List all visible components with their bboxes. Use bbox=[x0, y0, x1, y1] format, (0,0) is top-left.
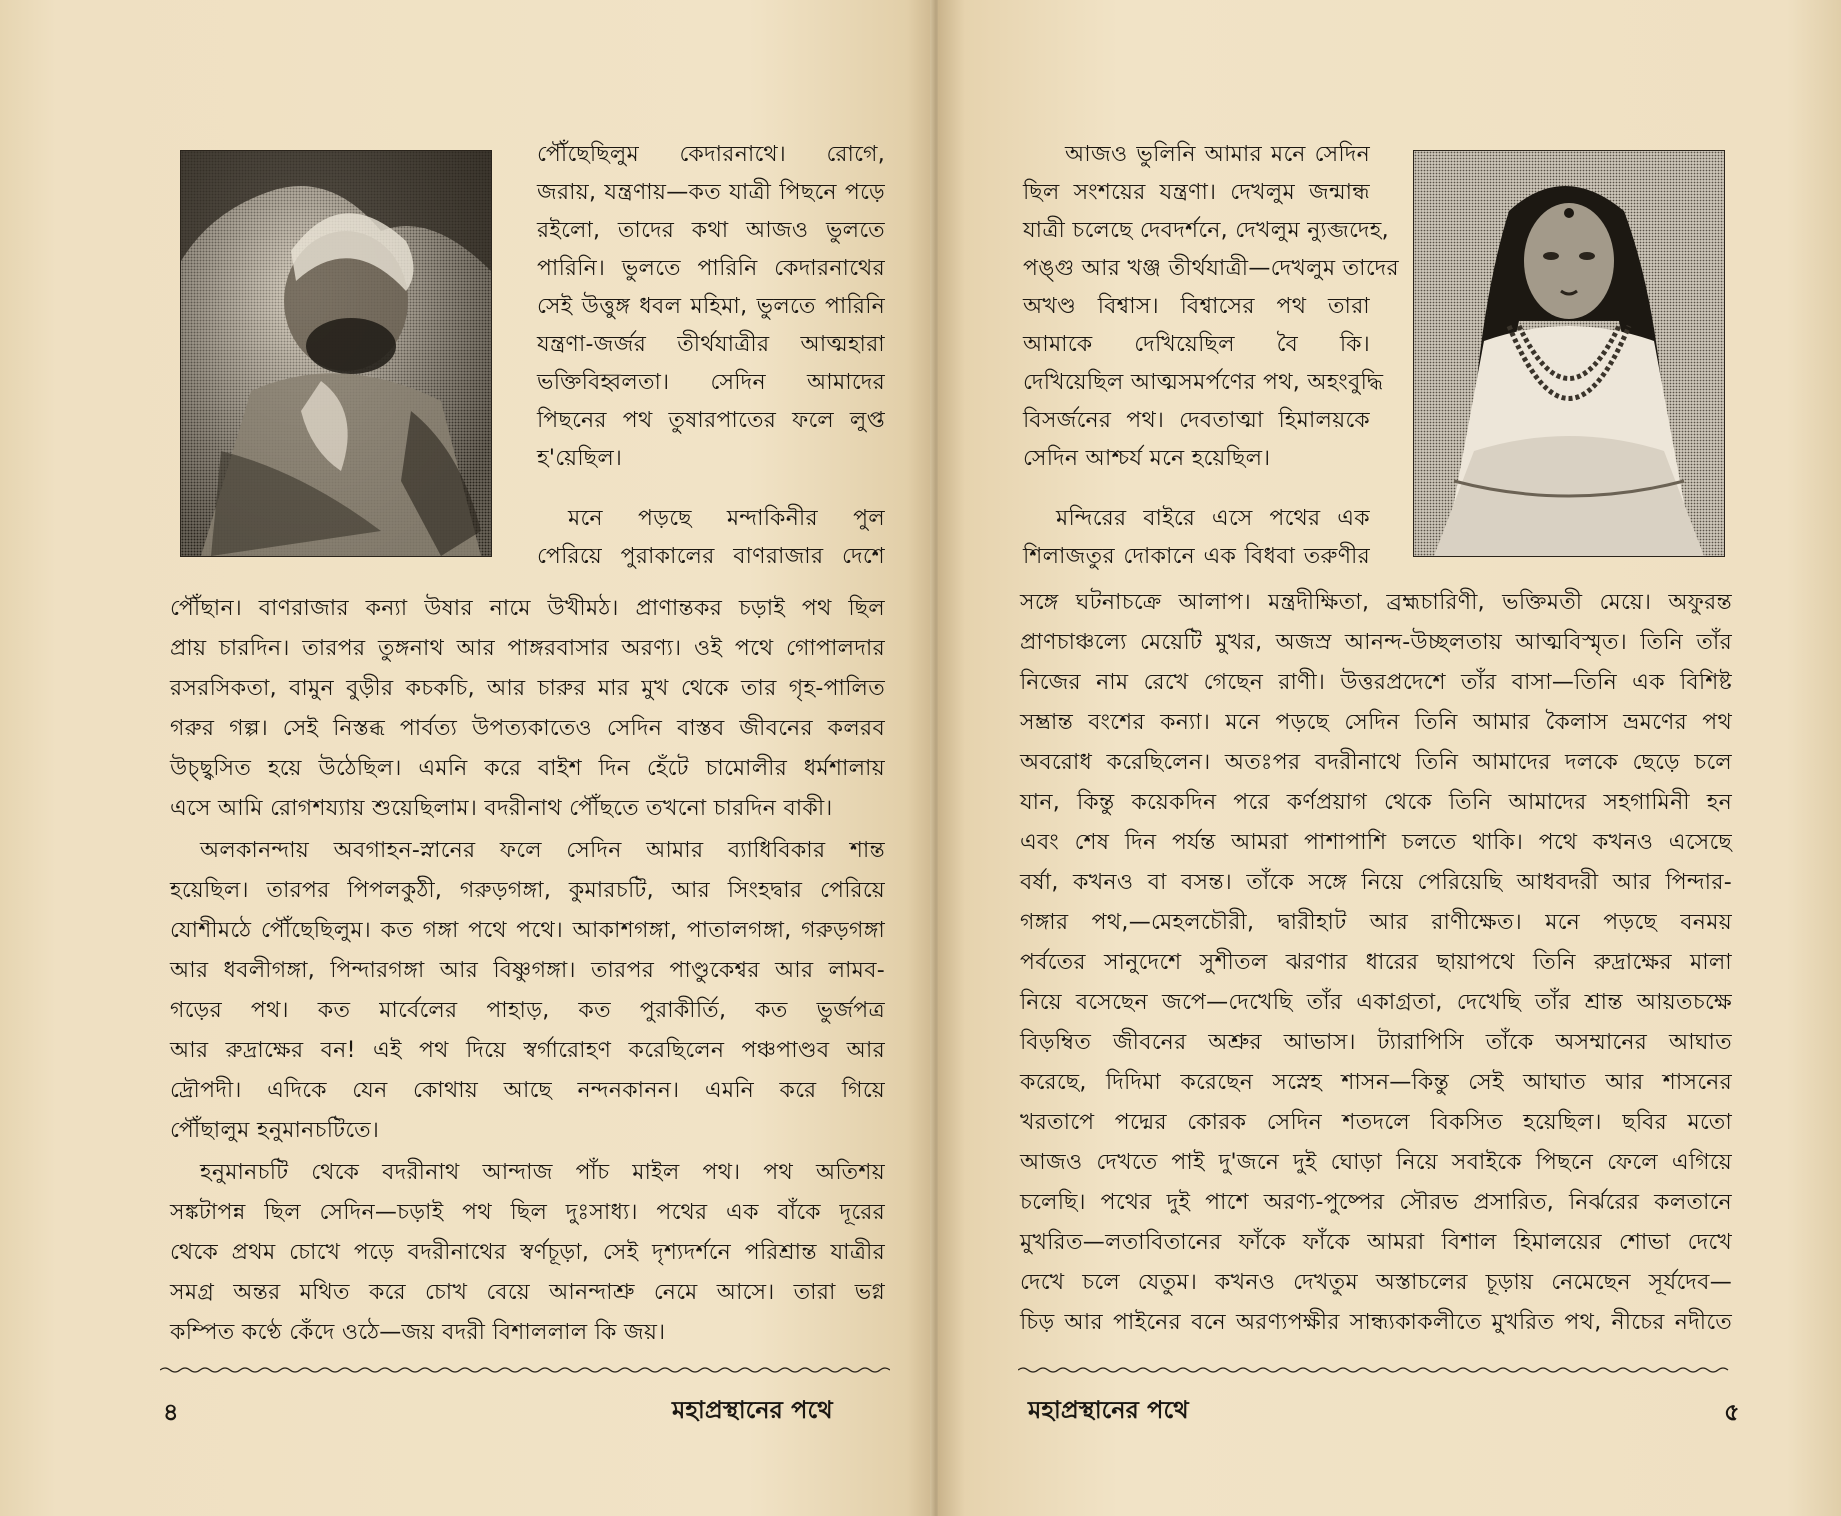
text-line: অলকানন্দায় অবগাহন-স্নানের ফলে সেদিন আমার ব্যাধিবিকার শান্ত bbox=[200, 838, 885, 863]
text-line: মুখরিত—লতাবিতানের ফাঁকে ফাঁকে আমরা বিশাল হিমালয়ের শোভা দেখে bbox=[1020, 1230, 1732, 1255]
running-footer-title: মহাপ্রস্থানের পথে bbox=[1028, 1396, 1189, 1424]
text-line: চিড় আর পাইনের বনে অরণ্যপক্ষীর সান্ধ্যকাকলীতে মুখরিত পথ, নীচের নদীতে bbox=[1020, 1310, 1732, 1335]
text-line: হয়েছিল। তারপর পিপলকুঠী, গরুড়গঙ্গা, কুমারচটি, আর সিংহদ্বার পেরিয়ে bbox=[170, 878, 885, 903]
text-line: পৌঁছান। বাণরাজার কন্যা উষার নামে উখীমঠ। প্রাণান্তকর চড়াই পথ ছিল bbox=[170, 596, 885, 621]
right-page bbox=[938, 0, 1841, 1516]
text-line: শিলাজতুর দোকানে এক বিধবা তরুণীর bbox=[1023, 544, 1370, 569]
text-line: পারিনি। ভুলতে পারিনি কেদারনাথের bbox=[537, 256, 885, 281]
text-line: সেই উত্তুঙ্গ ধবল মহিমা, ভুলতে পারিনি bbox=[537, 294, 885, 319]
running-footer-title: মহাপ্রস্থানের পথে bbox=[672, 1396, 833, 1424]
text-line: গড়ের পথ। কত মার্বেলের পাহাড়, কত পুরাকীর্তি, কত ভুর্জপত্র bbox=[170, 998, 885, 1023]
text-line: এবং শেষ দিন পর্যন্ত আমরা পাশাপাশি চলতে থাকি। পথে কখনও এসেছে bbox=[1020, 830, 1732, 855]
photo-of-young-woman-with-bead-necklaces-icon bbox=[1414, 151, 1724, 556]
text-line: প্রাণচাঞ্চল্যে মেয়েটি মুখর, অজস্র আনন্দ-উচ্ছলতায় আত্মবিস্মৃত। তিনি তাঁর bbox=[1020, 630, 1732, 655]
text-line: নিজের নাম রেখে গেছেন রাণী। উত্তরপ্রদেশে তাঁর বাসা—তিনি এক বিশিষ্ট bbox=[1020, 670, 1732, 695]
text-line: যান, কিন্তু কয়েকদিন পরে কর্ণপ্রয়াগ থেকে তিনি আমাদের সহগামিনী হন bbox=[1020, 790, 1732, 815]
text-line: সম্ভ্রান্ত বংশের কন্যা। মনে পড়ছে সেদিন তিনি আমার কৈলাস ভ্রমণের পথ bbox=[1020, 710, 1732, 735]
text-line: রসরসিকতা, বামুন বুড়ীর কচকচি, আর চারুর মার মুখ থেকে তার গৃহ-পালিত bbox=[170, 676, 885, 701]
text-line: সেদিন আশ্চর্য মনে হয়েছিল। bbox=[1023, 446, 1271, 471]
text-line: পৌঁছেছিলুম কেদারনাথে। রোগে, bbox=[537, 142, 885, 167]
text-line: পেরিয়ে পুরাকালের বাণরাজার দেশে bbox=[537, 544, 885, 569]
text-line: দেখে চলে যেতুম। কখনও দেখতুম অস্তাচলের চূড়ায় নেমেছেন সূর্যদেব— bbox=[1020, 1270, 1732, 1295]
text-line: ভক্তিবিহ্বলতা। সেদিন আমাদের bbox=[537, 370, 885, 395]
right-photo bbox=[1413, 150, 1725, 557]
page-number: ৫ bbox=[1724, 1398, 1740, 1426]
text-line: খরতাপে পদ্মের কোরক সেদিন শতদলে বিকসিত হয়েছিল। ছবির মতো bbox=[1020, 1110, 1732, 1135]
text-line: আমাকে দেখিয়েছিল বৈ কি। bbox=[1023, 332, 1370, 357]
text-line: হ'য়েছিল। bbox=[537, 446, 623, 471]
text-line: কম্পিত কণ্ঠে কেঁদে ওঠে—জয় বদরী বিশাললাল কি জয়। bbox=[170, 1320, 666, 1345]
text-line: দেখিয়েছিল আত্মসমর্পণের পথ, অহংবুদ্ধি bbox=[1023, 370, 1384, 395]
text-line: করেছে, দিদিমা করেছেন সস্নেহ শাসন—কিন্তু সেই আঘাত আর শাসনের bbox=[1020, 1070, 1732, 1095]
text-line: আর রুদ্রাক্ষের বন! এই পথ দিয়ে স্বর্গারোহণ করেছিলেন পঞ্চপাণ্ডব আর bbox=[170, 1038, 885, 1063]
text-line: এসে আমি রোগশয্যায় শুয়েছিলাম। বদরীনাথ পৌঁছতে তখনো চারদিন বাকী। bbox=[170, 796, 833, 821]
text-line: মনে পড়ছে মন্দাকিনীর পুল bbox=[568, 506, 885, 531]
text-line: অবরোধ করেছিলেন। অতঃপর বদরীনাথে তিনি আমাদের দলকে ছেড়ে চলে bbox=[1020, 750, 1732, 775]
text-line: বর্ষা, কখনও বা বসন্ত। তাঁকে সঙ্গে নিয়ে পেরিয়েছি আধবদরী আর পিন্দার- bbox=[1020, 870, 1732, 895]
text-line: সঙ্কটাপন্ন ছিল সেদিন—চড়াই পথ ছিল দুঃসাধ্য। পথের এক বাঁকে দূরের bbox=[170, 1200, 885, 1225]
page-number: ৪ bbox=[163, 1398, 179, 1426]
text-line: বিড়ম্বিত জীবনের অশ্রুর আভাস। ট্যারাপিসি তাঁকে অসম্মানের আঘাত bbox=[1020, 1030, 1732, 1055]
text-line: মন্দিরের বাইরে এসে পথের এক bbox=[1056, 506, 1370, 531]
text-line: যোশীমঠে পৌঁছেছিলুম। কত গঙ্গা পথে পথে। আকাশগঙ্গা, পাতালগঙ্গা, গরুড়গঙ্গা bbox=[170, 918, 885, 943]
text-line: হনুমানচটি থেকে বদরীনাথ আন্দাজ পাঁচ মাইল পথ। পথ অতিশয় bbox=[200, 1160, 885, 1185]
text-line: বিসর্জনের পথ। দেবতাত্মা হিমালয়কে bbox=[1023, 408, 1370, 433]
text-line: যন্ত্রণা-জর্জর তীর্থযাত্রীর আত্মহারা bbox=[537, 332, 885, 357]
text-line: সঙ্গে ঘটনাচক্রে আলাপ। মন্ত্রদীক্ষিতা, ব্রহ্মচারিণী, ভক্তিমতী মেয়ে। অফুরন্ত bbox=[1020, 590, 1732, 615]
photo-of-bearded-pilgrim-icon bbox=[181, 151, 491, 556]
text-line: পঙ্গু আর খঞ্জ তীর্থযাত্রী—দেখলুম তাদের bbox=[1023, 256, 1399, 281]
wavy-rule bbox=[160, 1366, 890, 1374]
text-line: পর্বতের সানুদেশে সুশীতল ঝরণার ধারের ছায়াপথে তিনি রুদ্রাক্ষের মালা bbox=[1020, 950, 1732, 975]
text-line: ছিল সংশয়ের যন্ত্রণা। দেখলুম জন্মান্ধ bbox=[1023, 180, 1370, 205]
text-line: গঙ্গার পথ,—মেহলচৌরী, দ্বারীহাট আর রাণীক্ষেত। মনে পড়ছে বনময় bbox=[1020, 910, 1732, 935]
text-line: জরায়, যন্ত্রণায়—কত যাত্রী পিছনে পড়ে bbox=[537, 180, 885, 205]
text-line: অখণ্ড বিশ্বাস। বিশ্বাসের পথ তারা bbox=[1023, 294, 1370, 319]
text-line: গরুর গল্প। সেই নিস্তব্ধ পার্বত্য উপত্যকাতেও সেদিন বাস্তব জীবনের কলরব bbox=[170, 716, 885, 741]
text-line: দ্রৌপদী। এদিকে যেন কোথায় আছে নন্দনকানন। এমনি করে গিয়ে bbox=[170, 1078, 885, 1103]
text-line: রইলো, তাদের কথা আজও ভুলতে bbox=[537, 218, 885, 243]
text-line: সমগ্র অন্তর মথিত করে চোখ বেয়ে আনন্দাশ্রু নেমে আসে। তারা ভগ্ন bbox=[170, 1280, 885, 1305]
text-line: প্রায় চারদিন। তারপর তুঙ্গনাথ আর পাঙ্গরবাসার অরণ্য। ওই পথে গোপালদার bbox=[170, 636, 885, 661]
text-line: পৌঁছালুম হনুমানচটিতে। bbox=[170, 1118, 380, 1143]
text-line: আজও দেখতে পাই দু'জনে দুই ঘোড়া নিয়ে সবাইকে পিছনে ফেলে এগিয়ে bbox=[1020, 1150, 1732, 1175]
text-line: আজও ভুলিনি আমার মনে সেদিন bbox=[1065, 142, 1370, 167]
text-line: যাত্রী চলেছে দেবদর্শনে, দেখলুম ন্যুব্জদেহ, bbox=[1023, 218, 1389, 243]
wavy-rule bbox=[1018, 1366, 1738, 1374]
text-line: আর ধবলীগঙ্গা, পিন্দারগঙ্গা আর বিষ্ণুগঙ্গা। তারপর পাণ্ডুকেশ্বর আর লামব- bbox=[170, 958, 885, 983]
text-line: নিয়ে বসেছেন জপে—দেখেছি তাঁর একাগ্রতা, দেখেছি তাঁর শ্রান্ত আয়তচক্ষে bbox=[1020, 990, 1732, 1015]
left-photo bbox=[180, 150, 492, 557]
text-line: থেকে প্রথম চোখে পড়ে বদরীনাথের স্বর্ণচূড়া, সেই দৃশ্যদর্শনে পরিশ্রান্ত যাত্রীর bbox=[170, 1240, 885, 1265]
text-line: পিছনের পথ তুষারপাতের ফলে লুপ্ত bbox=[537, 408, 885, 433]
text-line: চলেছি। পথের দুই পাশে অরণ্য-পুষ্পের সৌরভ প্রসারিত, নির্ঝরের কলতানে bbox=[1020, 1190, 1732, 1215]
text-line: উচ্ছ্বসিত হয়ে উঠেছিল। এমনি করে বাইশ দিন হেঁটে চামোলীর ধর্মশালায় bbox=[170, 756, 885, 781]
